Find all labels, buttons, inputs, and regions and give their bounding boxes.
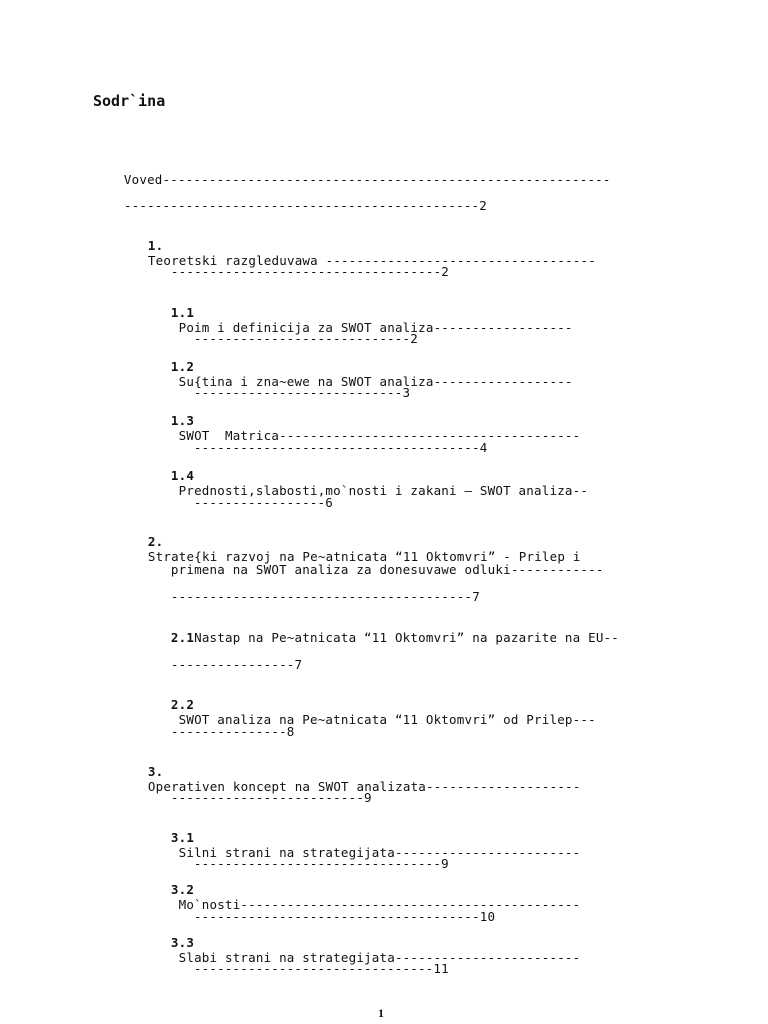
toc-entry-leader: -------------------------------11 [193, 961, 449, 976]
toc-entry-leader: ---------------------------3 [193, 385, 411, 400]
toc-entry-leader: -------------------------9 [170, 790, 372, 805]
toc-entry-number: 1.2 [170, 359, 195, 374]
toc-entry-text: Silni strani na strategijata------------------------ [170, 845, 581, 860]
toc-entry-text: Teoretski razgleduvawa ----------------------------------- [147, 253, 596, 268]
toc-entry-2-cont [140, 574, 480, 619]
toc-entry-text: Operativen koncept na SWOT analizata-------------------- [147, 779, 581, 794]
toc-entry-text: Mo`nosti-------------------------------------------- [170, 897, 581, 912]
toc-entry-leader: -----------------------------------2 [170, 264, 450, 279]
toc-entry-text: Poim i definicija za SWOT analiza------------------ [170, 320, 573, 335]
toc-entry-2-1-cont [140, 642, 302, 687]
toc-entry-number: 1. [147, 238, 164, 253]
toc-entry-text: Prednosti,slabosti,mo`nosti i zakani – SWOT analiza-- [170, 483, 589, 498]
page-number: 1 [378, 1006, 384, 1020]
toc-entry-text: Su{tina i zna~ewe na SWOT analiza------------------ [170, 374, 573, 389]
toc-entry-2-2-cont [140, 709, 295, 754]
toc-entry-leader: -------------------------------------4 [193, 440, 488, 455]
toc-entry-text: Strate{ki razvoj na Pe~atnicata “11 Oktomvri” - Prilep i [147, 549, 581, 564]
toc-entry-text: SWOT Matrica--------------------------------------- [170, 428, 581, 443]
toc-entry-3-3-cont [163, 946, 449, 991]
toc-entry-number: 3.3 [170, 935, 195, 950]
toc-entry-number: 2.1 [170, 630, 195, 645]
toc-entry-number: 1.4 [170, 468, 195, 483]
toc-entry-text: Nastap na Pe~atnicata “11 Oktomvri” na pazarite na EU-- [194, 630, 620, 645]
toc-entry-leader: ---------------------------------------7 [170, 589, 480, 604]
toc-entry-leader: -------------------------------------10 [193, 909, 496, 924]
toc-entry-3-cont [140, 775, 372, 820]
toc-entry-1-cont [140, 249, 449, 294]
toc-entry-number: 1.3 [170, 413, 195, 428]
toc-entry-number: 2. [147, 534, 164, 549]
toc-entry-leader: --------------------------------9 [193, 856, 449, 871]
toc-entry-leader: -----------------6 [193, 495, 333, 510]
toc-entry-number: 3.1 [170, 830, 195, 845]
toc-entry-text: primena na SWOT analiza za donesuvawe odluki------------ [170, 562, 604, 577]
toc-entry-number: 3.2 [170, 882, 195, 897]
toc-entry-leader: ----------------------------2 [193, 331, 418, 346]
toc-entry-voved-cont [93, 183, 487, 228]
toc-entry-number: 1.1 [170, 305, 195, 320]
toc-title: Sodr`ina [93, 92, 166, 110]
toc-entry-leader: ---------------8 [170, 724, 295, 739]
toc-entry-leader: ----------------------------------------------2 [123, 198, 488, 213]
toc-entry-text: SWOT analiza na Pe~atnicata “11 Oktomvri” od Prilep--- [170, 712, 596, 727]
toc-entry-leader: ----------------7 [170, 657, 303, 672]
toc-entry-text: Voved---------------------------------------------------------- [123, 172, 611, 187]
toc-entry-number: 3. [147, 764, 164, 779]
toc-entry-number: 2.2 [170, 697, 195, 712]
toc-entry-text: Slabi strani na strategijata------------------------ [170, 950, 581, 965]
